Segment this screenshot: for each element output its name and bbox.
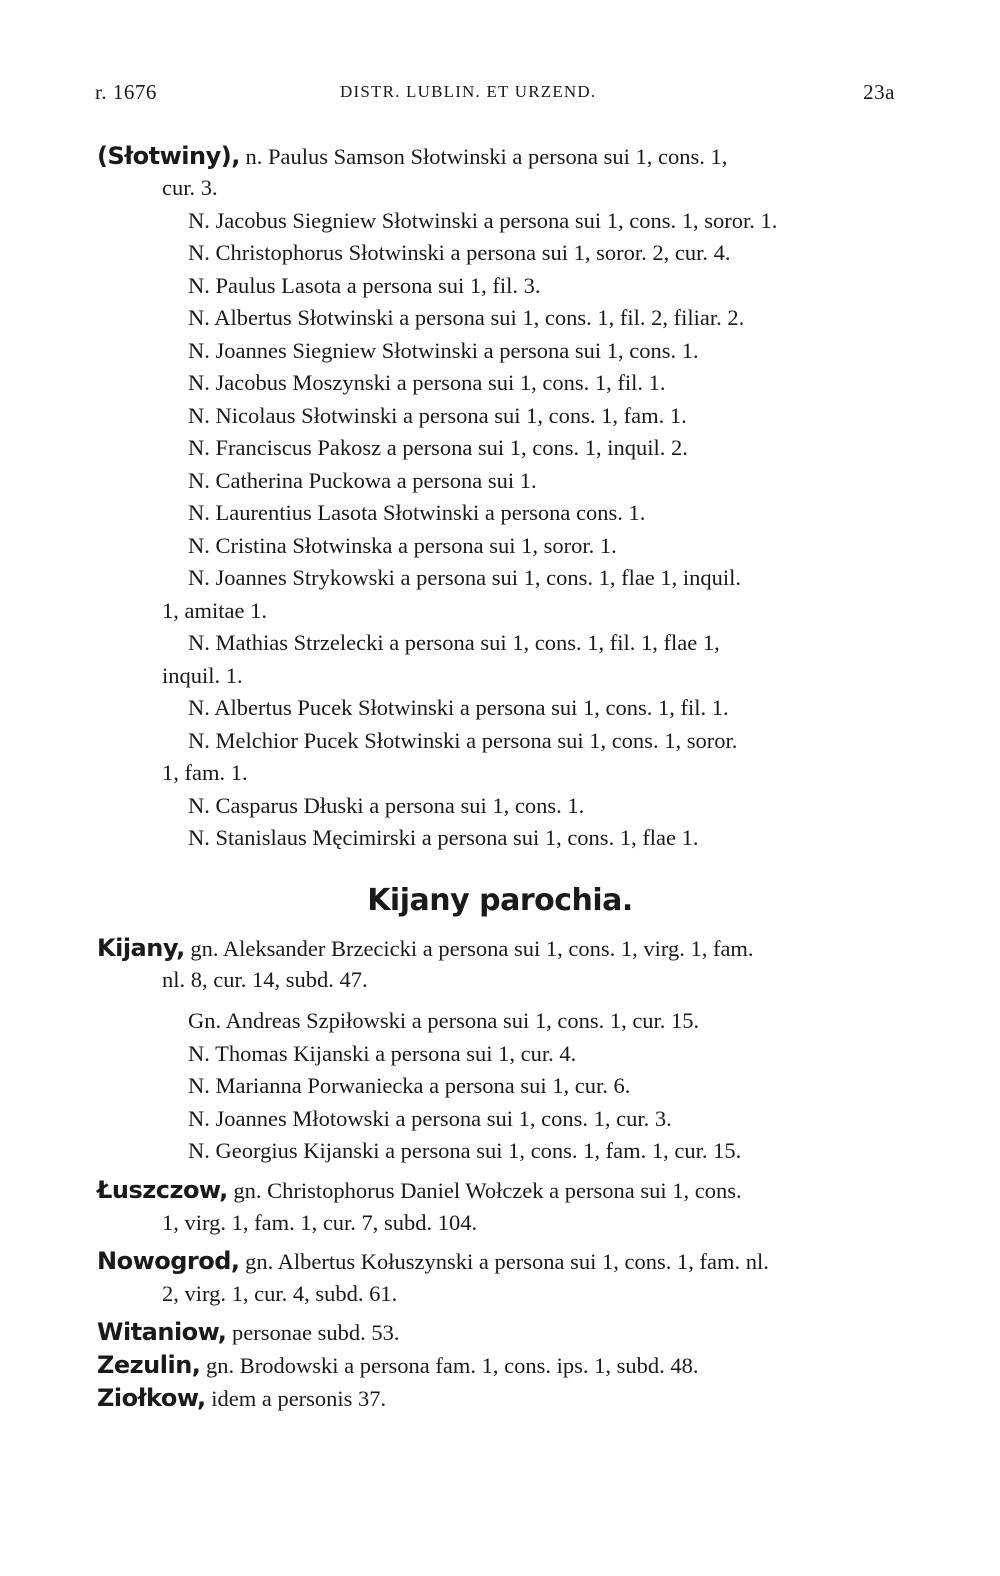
entry-line: N. Stanislaus Męcimirski a persona sui 1, cons. 1, flae 1. bbox=[188, 825, 699, 850]
entry-line: N. Casparus Dłuski a persona sui 1, cons. 1. bbox=[188, 793, 585, 818]
entry-witaniow bbox=[97, 1317, 400, 1348]
entry-luszczow bbox=[97, 1175, 742, 1206]
entry-text: gn. Christophorus Daniel Wołczek a persona sui 1, cons. bbox=[233, 1178, 742, 1203]
entry-line: N. Joannes Siegniew Słotwinski a persona sui 1, cons. 1. bbox=[188, 338, 699, 363]
entry-line: N. Georgius Kijanski a persona sui 1, cons. 1, fam. 1, cur. 15. bbox=[188, 1138, 742, 1163]
header-title: DISTR. LUBLIN. ET URZEND. bbox=[340, 82, 597, 101]
place-name: Łuszczow, bbox=[97, 1176, 228, 1204]
entry-line: N. Marianna Porwaniecka a persona sui 1, cur. 6. bbox=[188, 1073, 631, 1098]
entry-text: n. Paulus Samson Słotwinski a persona sui 1, cons. 1, bbox=[245, 144, 728, 169]
entry-line: N. Catherina Puckowa a persona sui 1. bbox=[188, 468, 537, 493]
entry-line: N. Joannes Młotowski a persona sui 1, cons. 1, cur. 3. bbox=[188, 1106, 672, 1131]
entry-line: N. Franciscus Pakosz a persona sui 1, cons. 1, inquil. 2. bbox=[188, 435, 688, 460]
place-name: Kijany, bbox=[97, 934, 185, 962]
place-name: Ziołkow, bbox=[97, 1384, 206, 1412]
entry-line: N. Albertus Pucek Słotwinski a persona sui 1, cons. 1, fil. 1. bbox=[188, 695, 729, 720]
entry-line: N. Nicolaus Słotwinski a persona sui 1, cons. 1, fam. 1. bbox=[188, 403, 687, 428]
entry-line: inquil. 1. bbox=[162, 663, 243, 688]
entry-line: N. Cristina Słotwinska a persona sui 1, soror. 1. bbox=[188, 533, 617, 558]
section-heading: Kijany parochia. bbox=[367, 883, 633, 918]
place-name: Nowogrod, bbox=[97, 1247, 240, 1275]
entry-line: N. Melchior Pucek Słotwinski a persona sui 1, cons. 1, soror. bbox=[188, 728, 738, 753]
entry-line: 1, virg. 1, fam. 1, cur. 7, subd. 104. bbox=[162, 1210, 478, 1235]
entry-line: N. Thomas Kijanski a persona sui 1, cur. 4. bbox=[188, 1041, 577, 1066]
entry-line: N. Joannes Strykowski a persona sui 1, cons. 1, flae 1, inquil. bbox=[188, 565, 742, 590]
entry-text: gn. Aleksander Brzecicki a persona sui 1, cons. 1, virg. 1, fam. bbox=[190, 936, 754, 961]
entry-ziolkow bbox=[97, 1383, 386, 1414]
entry-text: personae subd. 53. bbox=[232, 1320, 400, 1345]
entry-line: 1, amitae 1. bbox=[162, 598, 267, 623]
entry-text: gn. Brodowski a persona fam. 1, cons. ips. 1, subd. 48. bbox=[206, 1353, 699, 1378]
entry-line: N. Paulus Lasota a persona sui 1, fil. 3. bbox=[188, 273, 541, 298]
entry-line: N. Albertus Słotwinski a persona sui 1, cons. 1, fil. 2, filiar. 2. bbox=[188, 305, 745, 330]
entry-line: nl. 8, cur. 14, subd. 47. bbox=[162, 967, 368, 992]
entry-line: N. Jacobus Siegniew Słotwinski a persona sui 1, cons. 1, soror. 1. bbox=[188, 208, 778, 233]
entry-zezulin bbox=[97, 1350, 698, 1381]
place-name: Zezulin, bbox=[97, 1351, 201, 1379]
page-number: 23a bbox=[863, 80, 895, 104]
entry-kijany bbox=[97, 933, 754, 964]
entry-line: N. Christophorus Słotwinski a persona sui 1, soror. 2, cur. 4. bbox=[188, 240, 731, 265]
entry-line: N. Mathias Strzelecki a persona sui 1, cons. 1, fil. 1, flae 1, bbox=[188, 630, 720, 655]
running-header bbox=[95, 80, 895, 110]
place-name: (Słotwiny), bbox=[97, 142, 240, 170]
place-name: Witaniow, bbox=[97, 1318, 227, 1346]
entry-nowogrod bbox=[97, 1246, 769, 1277]
entry-slotwiny bbox=[97, 141, 727, 172]
entry-line: 2, virg. 1, cur. 4, subd. 61. bbox=[162, 1281, 398, 1306]
entry-text: idem a personis 37. bbox=[211, 1386, 387, 1411]
entry-line: N. Jacobus Moszynski a persona sui 1, cons. 1, fil. 1. bbox=[188, 370, 666, 395]
entry-line: 1, fam. 1. bbox=[162, 760, 248, 785]
header-year: r. 1676 bbox=[95, 80, 157, 104]
entry-text: gn. Albertus Kołuszynski a persona sui 1, cons. 1, fam. nl. bbox=[245, 1249, 769, 1274]
entry-line: cur. 3. bbox=[162, 175, 218, 200]
entry-line: Gn. Andreas Szpiłowski a persona sui 1, cons. 1, cur. 15. bbox=[188, 1008, 700, 1033]
entry-line: N. Laurentius Lasota Słotwinski a persona cons. 1. bbox=[188, 500, 646, 525]
